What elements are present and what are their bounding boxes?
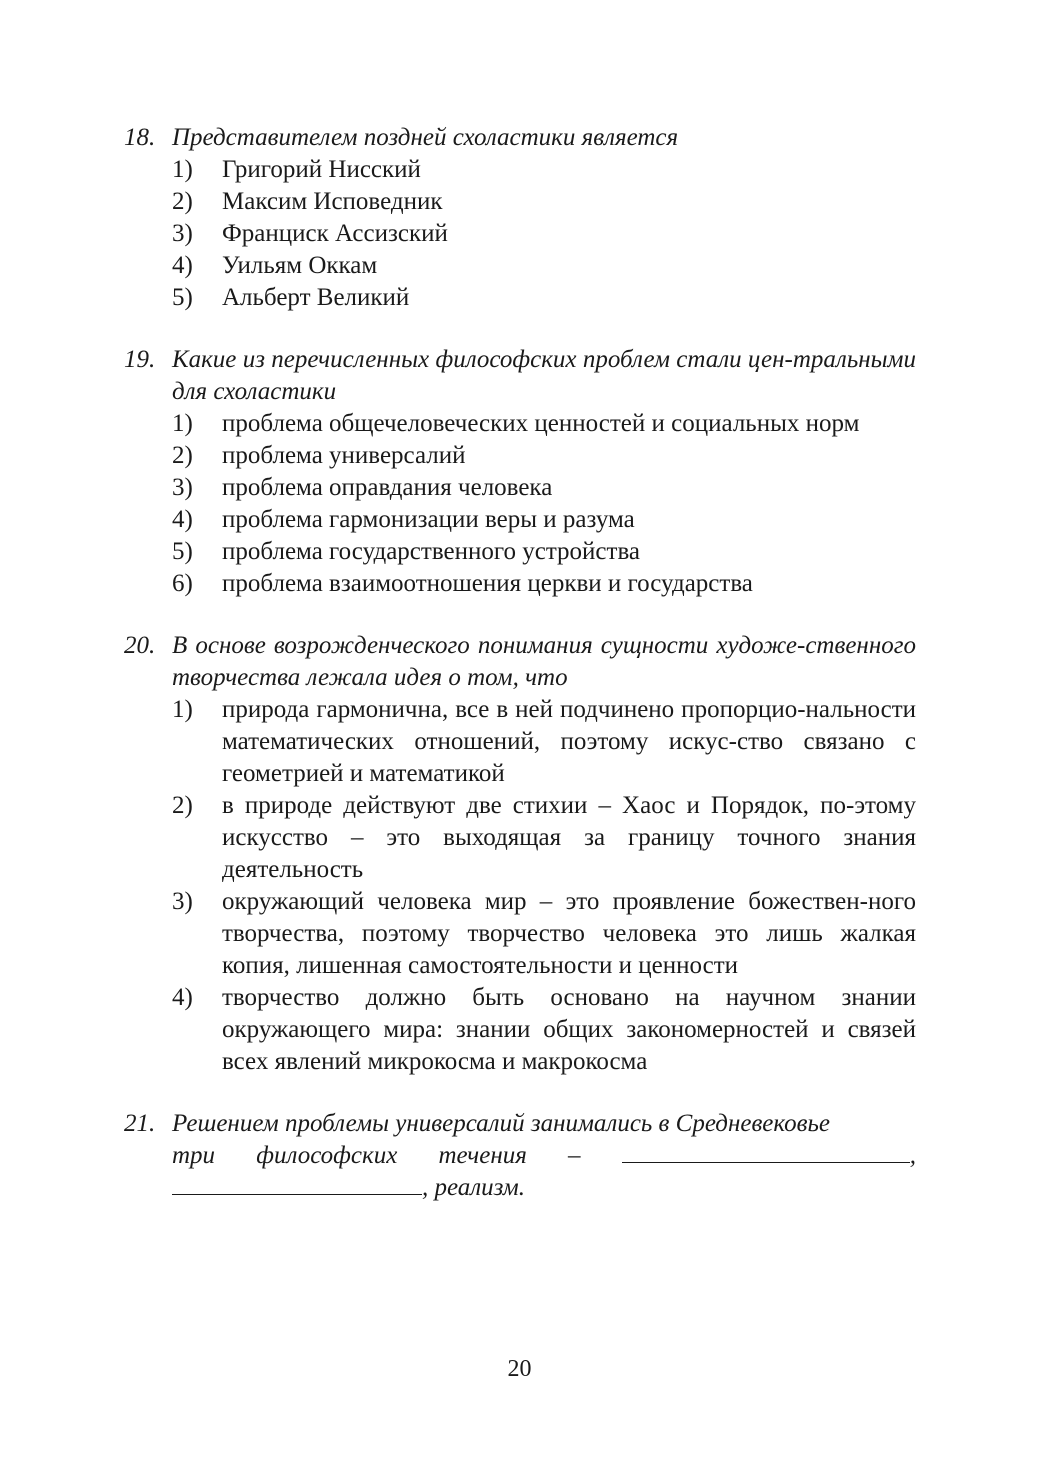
question-line-1: Решением проблемы универсалий занимались в Средневековье	[172, 1110, 830, 1137]
option-number: 4)	[172, 252, 193, 279]
option-text: проблема гармонизации веры и разума	[222, 506, 635, 533]
option-text: Максим Исповедник	[222, 188, 443, 215]
question-text	[172, 1108, 916, 1204]
question-19	[124, 344, 916, 600]
page-number: 20	[507, 1356, 532, 1382]
answer-option	[172, 982, 916, 1078]
option-number: 1)	[172, 410, 193, 437]
option-number: 4)	[172, 984, 193, 1011]
option-text: проблема общечеловеческих ценностей и социальных норм	[222, 410, 860, 437]
option-number: 1)	[172, 156, 193, 183]
option-text: Уильям Оккам	[222, 252, 378, 279]
option-number: 2)	[172, 792, 193, 819]
comma: ,	[909, 1142, 916, 1169]
answer-option	[172, 282, 916, 314]
option-text: Альберт Великий	[222, 284, 410, 311]
option-number: 5)	[172, 284, 193, 311]
question-18	[124, 122, 916, 314]
answer-option	[172, 886, 916, 982]
answer-option	[172, 250, 916, 282]
question-number: 21.	[124, 1110, 156, 1137]
question-line-2	[172, 1140, 916, 1172]
option-text: Франциск Ассизский	[222, 220, 448, 247]
question-number: 18.	[124, 124, 156, 151]
dash: –	[568, 1142, 581, 1169]
option-number: 2)	[172, 442, 193, 469]
option-number: 2)	[172, 188, 193, 215]
question-heading	[124, 344, 916, 408]
question-heading	[124, 630, 916, 694]
line-tail: , реализм.	[422, 1174, 526, 1201]
option-number: 3)	[172, 888, 193, 915]
option-text: окружающий человека мир – это проявление божествен-ного творчества, поэтому творчество человека это лишь жалкая копия, лишенная самостоятельности и ценности	[222, 888, 916, 979]
option-number: 1)	[172, 696, 193, 723]
question-number: 19.	[124, 346, 156, 373]
question-text: Какие из перечисленных философских проблем стали цен-тральными для схоластики	[172, 346, 916, 405]
option-text: проблема оправдания человека	[222, 474, 553, 501]
question-text: В основе возрожденческого понимания сущности художе-ственного творчества лежала идея о том, что	[172, 632, 916, 691]
answer-option	[172, 408, 916, 440]
answer-option	[172, 154, 916, 186]
question-text: Представителем поздней схоластики является	[172, 124, 679, 151]
option-text: Григорий Нисский	[222, 156, 421, 183]
option-text: в природе действуют две стихии – Хаос и Порядок, по-этому искусство – это выходящая за границу точного знания деятельность	[222, 792, 916, 883]
option-number: 5)	[172, 538, 193, 565]
word: течения	[438, 1142, 527, 1169]
answer-option	[172, 504, 916, 536]
option-text: проблема универсалий	[222, 442, 466, 469]
option-text: природа гармонична, все в ней подчинено пропорцио-нальности математических отношений, поэтому искус-ство связано с геометрией и математикой	[222, 696, 916, 787]
option-text: проблема государственного устройства	[222, 538, 641, 565]
question-21	[124, 1108, 916, 1204]
answer-option	[172, 186, 916, 218]
answer-option	[172, 694, 916, 790]
option-number: 6)	[172, 570, 193, 597]
answer-blank-2[interactable]	[172, 1172, 422, 1195]
option-number: 4)	[172, 506, 193, 533]
option-text: творчество должно быть основано на научном знании окружающего мира: знании общих закономерностей и связей всех явлений микрокосма и макрокосма	[222, 984, 916, 1075]
word: три	[172, 1142, 216, 1169]
question-line-3	[172, 1172, 916, 1204]
option-number: 3)	[172, 220, 193, 247]
answer-options	[124, 408, 916, 600]
answer-option	[172, 218, 916, 250]
option-text: проблема взаимоотношения церкви и государства	[222, 570, 753, 597]
answer-options	[124, 694, 916, 1078]
answer-option	[172, 536, 916, 568]
question-heading	[124, 122, 916, 154]
page-content	[124, 122, 916, 1234]
answer-option	[172, 472, 916, 504]
answer-option	[172, 440, 916, 472]
question-number: 20.	[124, 632, 156, 659]
blank-group	[622, 1140, 916, 1172]
answer-blank-1[interactable]	[622, 1140, 910, 1163]
question-20	[124, 630, 916, 1078]
answer-options	[124, 154, 916, 314]
answer-option	[172, 568, 916, 600]
word: философских	[256, 1142, 398, 1169]
answer-option	[172, 790, 916, 886]
option-number: 3)	[172, 474, 193, 501]
question-heading	[124, 1108, 916, 1204]
